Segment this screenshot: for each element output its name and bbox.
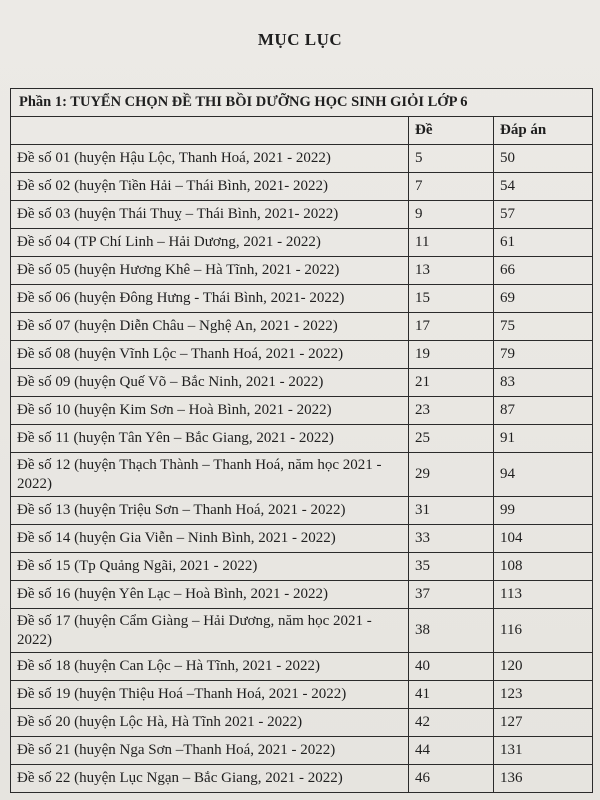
table-row [11,201,593,229]
entry-name: Đề số 05 (huyện Hương Khê – Hà Tĩnh, 2021 - 2022) [11,257,409,285]
entry-de-page: 11 [409,229,494,257]
toc-body [11,145,593,793]
entry-name: Đề số 03 (huyện Thái Thuỵ – Thái Bình, 2021- 2022) [11,201,409,229]
entry-name: Đề số 02 (huyện Tiền Hải – Thái Bình, 2021- 2022) [11,173,409,201]
table-row [11,553,593,581]
table-row [11,173,593,201]
entry-de-page: 15 [409,285,494,313]
entry-dap-an-page: 94 [494,453,593,497]
table-row [11,145,593,173]
entry-dap-an-page: 83 [494,369,593,397]
table-row [11,285,593,313]
entry-name: Đề số 14 (huyện Gia Viễn – Ninh Bình, 2021 - 2022) [11,525,409,553]
entry-name: Đề số 16 (huyện Yên Lạc – Hoà Bình, 2021 - 2022) [11,581,409,609]
entry-de-page: 37 [409,581,494,609]
column-header-dap-an: Đáp án [494,117,593,145]
table-row [11,609,593,653]
entry-name: Đề số 07 (huyện Diễn Châu – Nghệ An, 2021 - 2022) [11,313,409,341]
entry-dap-an-page: 104 [494,525,593,553]
table-row [11,397,593,425]
entry-de-page: 42 [409,709,494,737]
table-row [11,737,593,765]
entry-de-page: 33 [409,525,494,553]
entry-de-page: 40 [409,653,494,681]
column-header-row [11,117,593,145]
entry-name: Đề số 08 (huyện Vĩnh Lộc – Thanh Hoá, 2021 - 2022) [11,341,409,369]
entry-de-page: 29 [409,453,494,497]
table-row [11,497,593,525]
entry-de-page: 21 [409,369,494,397]
entry-dap-an-page: 69 [494,285,593,313]
entry-name: Đề số 17 (huyện Cẩm Giàng – Hải Dương, năm học 2021 - 2022) [11,609,409,653]
table-row [11,709,593,737]
entry-de-page: 31 [409,497,494,525]
table-row [11,453,593,497]
entry-name: Đề số 09 (huyện Quế Võ – Bắc Ninh, 2021 - 2022) [11,369,409,397]
entry-dap-an-page: 54 [494,173,593,201]
entry-de-page: 7 [409,173,494,201]
table-row [11,425,593,453]
entry-dap-an-page: 50 [494,145,593,173]
entry-de-page: 41 [409,681,494,709]
entry-name: Đề số 12 (huyện Thạch Thành – Thanh Hoá, năm học 2021 - 2022) [11,453,409,497]
entry-dap-an-page: 79 [494,341,593,369]
entry-name: Đề số 01 (huyện Hậu Lộc, Thanh Hoá, 2021 - 2022) [11,145,409,173]
table-row [11,681,593,709]
entry-dap-an-page: 61 [494,229,593,257]
table-row [11,653,593,681]
entry-de-page: 44 [409,737,494,765]
table-row [11,581,593,609]
entry-dap-an-page: 108 [494,553,593,581]
entry-name: Đề số 21 (huyện Nga Sơn –Thanh Hoá, 2021 - 2022) [11,737,409,765]
entry-dap-an-page: 127 [494,709,593,737]
toc-table [10,88,593,793]
entry-name: Đề số 10 (huyện Kim Sơn – Hoà Bình, 2021 - 2022) [11,397,409,425]
entry-de-page: 35 [409,553,494,581]
entry-name: Đề số 04 (TP Chí Linh – Hải Dương, 2021 - 2022) [11,229,409,257]
section-header-row [11,89,593,117]
entry-name: Đề số 20 (huyện Lộc Hà, Hà Tĩnh 2021 - 2022) [11,709,409,737]
table-row [11,369,593,397]
entry-dap-an-page: 91 [494,425,593,453]
entry-dap-an-page: 75 [494,313,593,341]
entry-de-page: 5 [409,145,494,173]
entry-dap-an-page: 116 [494,609,593,653]
entry-name: Đề số 22 (huyện Lục Ngạn – Bắc Giang, 2021 - 2022) [11,765,409,793]
column-header-de: Đề [409,117,494,145]
entry-de-page: 38 [409,609,494,653]
entry-de-page: 9 [409,201,494,229]
entry-dap-an-page: 57 [494,201,593,229]
entry-name: Đề số 06 (huyện Đông Hưng - Thái Bình, 2021- 2022) [11,285,409,313]
entry-de-page: 46 [409,765,494,793]
column-header-name [11,117,409,145]
entry-de-page: 25 [409,425,494,453]
entry-name: Đề số 18 (huyện Can Lộc – Hà Tĩnh, 2021 - 2022) [11,653,409,681]
table-row [11,229,593,257]
entry-dap-an-page: 99 [494,497,593,525]
table-row [11,525,593,553]
table-row [11,313,593,341]
table-row [11,765,593,793]
entry-dap-an-page: 123 [494,681,593,709]
entry-dap-an-page: 113 [494,581,593,609]
table-row [11,341,593,369]
page-title: MỤC LỤC [257,30,343,49]
entry-de-page: 17 [409,313,494,341]
entry-name: Đề số 15 (Tp Quảng Ngãi, 2021 - 2022) [11,553,409,581]
entry-de-page: 23 [409,397,494,425]
entry-dap-an-page: 120 [494,653,593,681]
table-row [11,257,593,285]
entry-dap-an-page: 87 [494,397,593,425]
entry-name: Đề số 19 (huyện Thiệu Hoá –Thanh Hoá, 2021 - 2022) [11,681,409,709]
entry-name: Đề số 13 (huyện Triệu Sơn – Thanh Hoá, 2021 - 2022) [11,497,409,525]
entry-dap-an-page: 66 [494,257,593,285]
entry-de-page: 13 [409,257,494,285]
entry-dap-an-page: 131 [494,737,593,765]
entry-name: Đề số 11 (huyện Tân Yên – Bắc Giang, 2021 - 2022) [11,425,409,453]
entry-de-page: 19 [409,341,494,369]
entry-dap-an-page: 136 [494,765,593,793]
section-title: Phần 1: TUYỂN CHỌN ĐỀ THI BỒI DƯỠNG HỌC SINH GIỎI LỚP 6 [11,89,593,117]
